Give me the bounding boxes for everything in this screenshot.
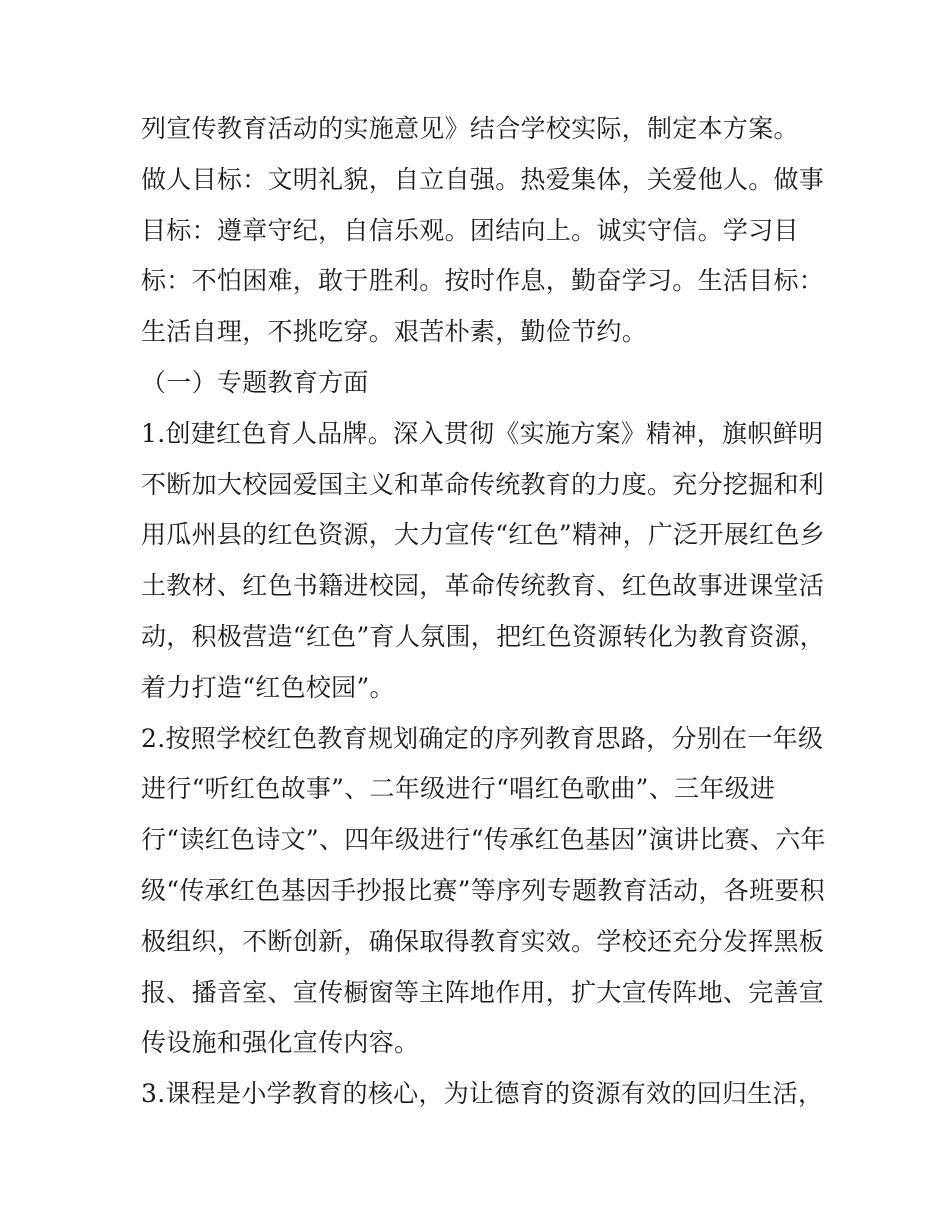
text-line: 1.创建红色育人品牌。深入贯彻《实施方案》精神，旗帜鲜明	[141, 418, 824, 448]
text-line: 进行“听红色故事”、二年级进行“唱红色歌曲”、三年级进	[141, 774, 776, 804]
text-line: 2.按照学校红色教育规划确定的序列教育思路，分别在一年级	[141, 723, 824, 753]
text-line: 3.课程是小学教育的核心，为让德育的资源有效的回归生活，	[141, 1079, 824, 1109]
text-line: 标：不怕困难，敢于胜利。按时作息，勤奋学习。生活目标：	[141, 266, 825, 296]
text-line: 行“读红色诗文”、四年级进行“传承红色基因”演讲比赛、六年	[141, 825, 826, 855]
text-line: 不断加大校园爱国主义和革命传统教育的力度。充分挖掘和利	[141, 469, 825, 499]
text-line: 着力打造“红色校园”。	[141, 672, 395, 702]
text-line: 列宣传教育活动的实施意见》结合学校实际，制定本方案。	[141, 114, 799, 143]
document-body	[141, 104, 826, 1120]
section-heading: （一）专题教育方面	[141, 367, 369, 397]
text-line: 土教材、红色书籍进校园，革命传统教育、红色故事进课堂活	[141, 571, 825, 601]
text-line: 生活自理，不挑吃穿。艰苦朴素，勤俭节约。	[141, 317, 648, 347]
text-line: 级“传承红色基因手抄报比赛”等序列专题教育活动，各班要积	[141, 875, 825, 905]
text-line: 报、播音室、宣传橱窗等主阵地作用，扩大宣传阵地、完善宣	[141, 977, 825, 1007]
text-line: 做人目标：文明礼貌，自立自强。热爱集体，关爱他人。做事	[141, 164, 825, 194]
text-line: 目标：遵章守纪，自信乐观。团结向上。诚实守信。学习目	[141, 215, 799, 245]
text-line: 极组织，不断创新，确保取得教育实效。学校还充分发挥黑板	[141, 926, 825, 956]
text-line: 动，积极营造“红色”育人氛围，把红色资源转化为教育资源，	[141, 621, 825, 651]
text-line: 用瓜州县的红色资源，大力宣传“红色”精神，广泛开展红色乡	[141, 520, 825, 550]
text-line: 传设施和强化宣传内容。	[141, 1028, 420, 1058]
